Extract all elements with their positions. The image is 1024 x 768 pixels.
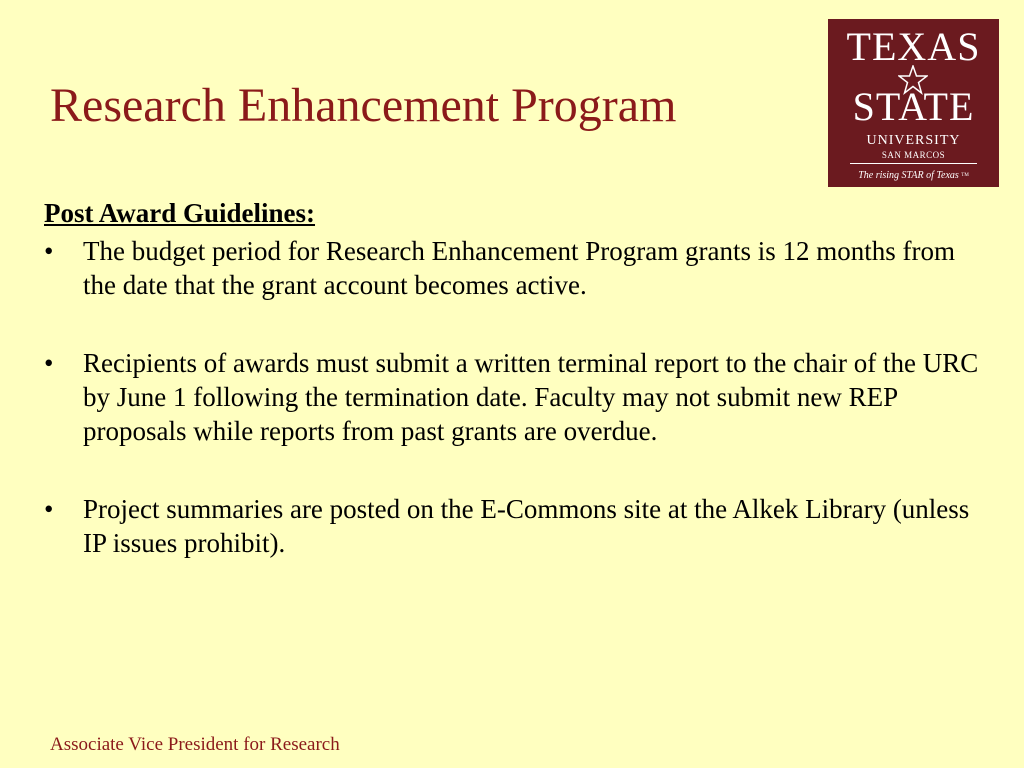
logo-divider: [850, 163, 977, 164]
bullet-text: The budget period for Research Enhancement Program grants is 12 months from the date that the grant account becomes active.: [83, 236, 956, 300]
logo-tagline: [828, 170, 999, 182]
logo-trademark: TM: [961, 173, 969, 178]
bullet-text: Project summaries are posted on the E-Commons site at the Alkek Library (unless IP issues prohibit).: [83, 494, 970, 558]
logo-line-texas: TEXAS: [846, 24, 981, 69]
bullet-symbol: •: [44, 236, 54, 266]
bullet-symbol: •: [44, 494, 54, 524]
logo-tagline-text: The rising STAR of Texas: [858, 170, 959, 181]
bullet-symbol: •: [44, 348, 54, 378]
slide-footer: Associate Vice President for Research: [50, 734, 340, 755]
university-logo: [828, 19, 999, 187]
logo-line-university: UNIVERSITY: [866, 133, 961, 148]
bullet-text: Recipients of awards must submit a written terminal report to the chair of the URC by June 1 following the termination date. Faculty may not submit new REP proposals while reports from past grants are overdue.: [83, 348, 979, 446]
bullet-list: [44, 234, 984, 560]
section-heading: Post Award Guidelines:: [44, 198, 316, 228]
bullet-item: [44, 234, 984, 302]
logo-line-san-marcos: SAN MARCOS: [881, 150, 946, 160]
bullet-item: [44, 346, 984, 448]
logo-line-state: STATE: [852, 84, 975, 129]
slide-body: [44, 196, 984, 604]
bullet-item: [44, 492, 984, 560]
slide-title: Research Enhancement Program: [50, 79, 677, 132]
